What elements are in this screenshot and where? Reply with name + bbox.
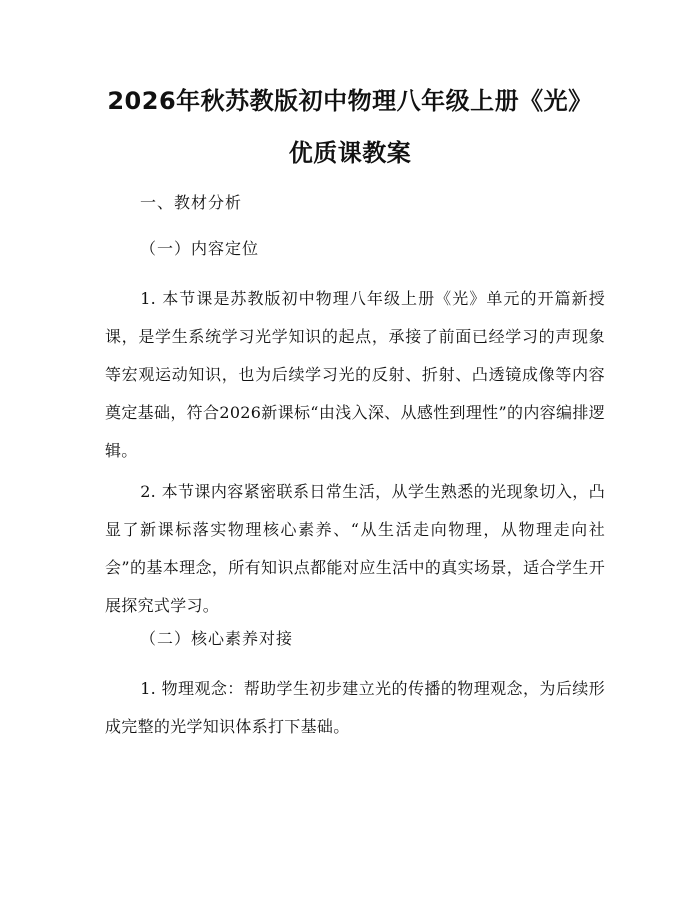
paragraph-content-positioning-1: 1. 本节课是苏教版初中物理八年级上册《光》单元的开篇新授课，是学生系统学习光学知识的起点，承接了前面已经学习的声现象等宏观运动知识，也为后续学习光的反射、折射、凸透镜成像等内容奠定基础，符合2026新课标“由浅入深、从感性到理性”的内容编排逻辑。 — [105, 289, 605, 460]
subsection-heading-core-literacy: （二）核心素养对接 — [140, 629, 294, 648]
paragraph-physics-concept: 1. 物理观念：帮助学生初步建立光的传播的物理观念，为后续形成完整的光学知识体系打下基础。 — [105, 679, 605, 736]
paragraph-content-positioning-2: 2. 本节课内容紧密联系日常生活，从学生熟悉的光现象切入，凸显了新课标落实物理核心素养、“从生活走向物理，从物理走向社会”的基本理念，所有知识点都能对应生活中的真实场景，适合学生开展探究式学习。 — [105, 482, 605, 615]
document-title-line1: 2026年秋苏教版初中物理八年级上册《光》 — [107, 87, 593, 115]
document-title-line2: 优质课教案 — [288, 139, 412, 167]
subsection-heading-content-positioning: （一）内容定位 — [140, 239, 260, 258]
section-heading-textbook-analysis: 一、教材分析 — [140, 193, 243, 212]
